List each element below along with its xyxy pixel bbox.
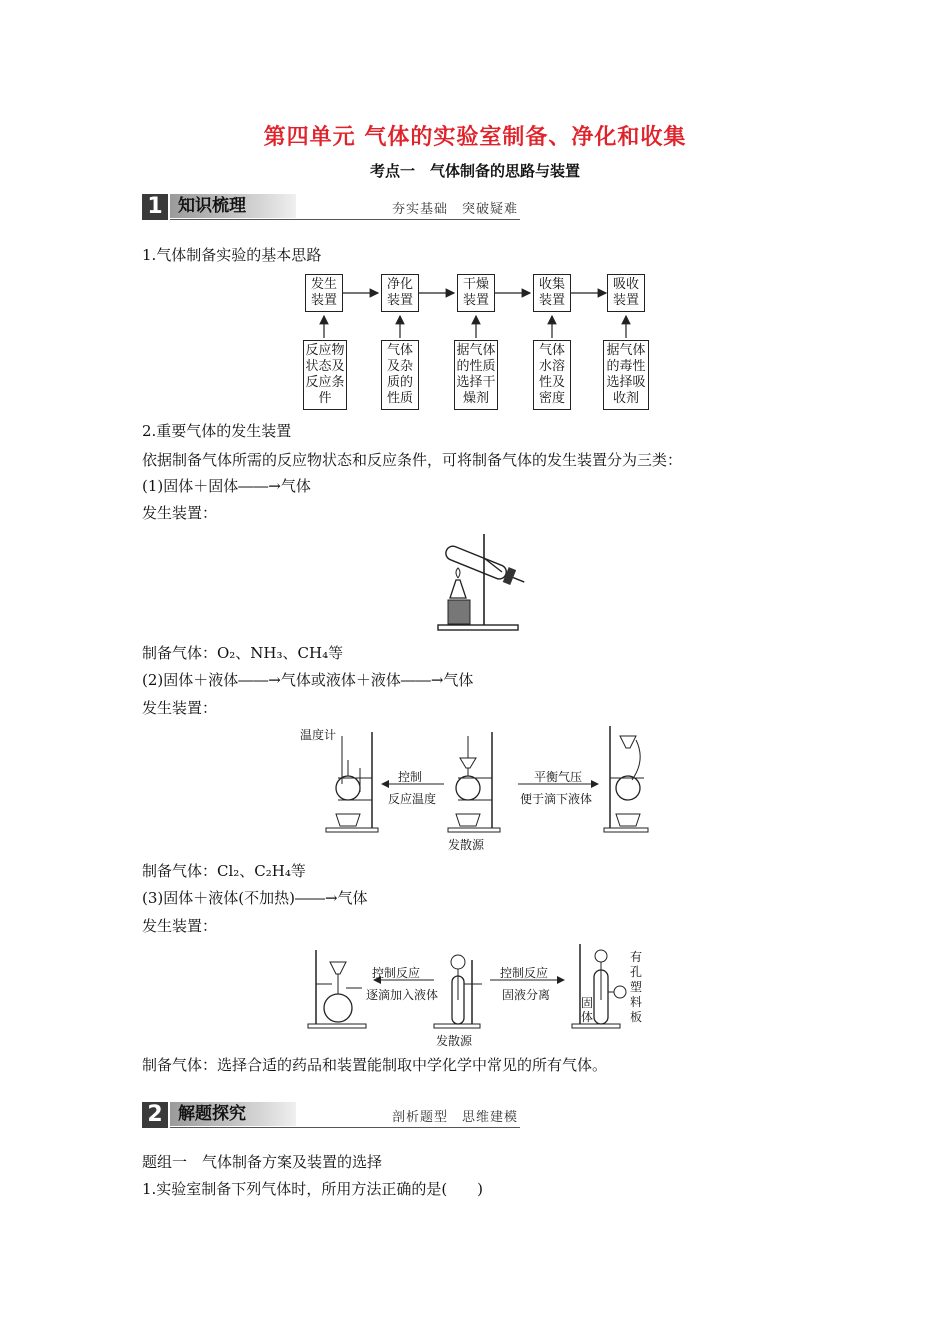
flow-box-absorption: 吸收 装置 (607, 274, 645, 312)
apparatus-drawing (302, 940, 652, 1048)
arrow2-bottom-label: 便于滴下液体 (520, 792, 593, 806)
flow-diagram (300, 272, 650, 412)
device-label-2: 发生装置： (142, 699, 218, 717)
gen-intro: 依据制备气体所需的反应物状态和反应条件，可将制备气体的发生装置分为三类： (142, 451, 683, 469)
arrow1-top-label: 控制 (398, 770, 423, 784)
section-tag: 剖析题型 思维建模 (391, 1110, 518, 1125)
question-1: 1.实验室制备下列气体时，所用方法正确的是( ) (142, 1180, 484, 1198)
apparatus-no-heating (302, 940, 652, 1048)
flow-note-absorption: 据气体 的毒性 选择吸 收剂 (603, 340, 649, 410)
flow-box-purification: 净化 装置 (381, 274, 419, 312)
section-number: 1 (142, 194, 168, 220)
thermometer-label: 温度计 (300, 728, 337, 742)
figure3-caption: 发散源 (436, 1034, 473, 1048)
arrow3-top-label: 控制反应 (372, 966, 421, 980)
solid-label: 固体 (581, 996, 594, 1024)
section-banner-knowledge (142, 194, 520, 220)
page-subtitle: 考点一 气体制备的思路与装置 (369, 162, 580, 180)
section-name: 解题探究 (170, 1102, 296, 1126)
flow-note-drying: 据气体 的性质 选择干 燥剂 (454, 340, 498, 410)
figure2-caption: 发散源 (448, 838, 485, 852)
flow-note-generation: 反应物 状态及 反应条 件 (303, 340, 347, 410)
question-group-title: 题组一 气体制备方案及装置的选择 (142, 1153, 383, 1171)
arrow4-bottom-label: 固液分离 (502, 988, 551, 1002)
apparatus-heating-liquid (298, 722, 650, 852)
arrow2-top-label: 平衡气压 (534, 770, 583, 784)
section-banner-practice (142, 1102, 520, 1128)
flow-box-collection: 收集 装置 (533, 274, 571, 312)
arrow1-bottom-label: 反应温度 (388, 792, 437, 806)
gen-heading: 2.重要气体的发生装置 (142, 422, 292, 440)
section-number: 2 (142, 1102, 168, 1128)
gases-1: 制备气体：O₂、NH₃、CH₄等 (142, 644, 344, 662)
section-tag: 夯实基础 突破疑难 (391, 202, 518, 217)
apparatus-drawing (298, 722, 650, 852)
flow-box-drying: 干燥 装置 (457, 274, 495, 312)
device-label-1: 发生装置： (142, 504, 218, 522)
type3-heading: (3)固体＋液体(不加热)――→气体 (142, 889, 368, 907)
section-name: 知识梳理 (170, 194, 296, 218)
flow-heading: 1.气体制备实验的基本思路 (142, 246, 322, 264)
type2-heading: (2)固体＋液体――→气体或液体＋液体――→气体 (142, 671, 474, 689)
gases-2: 制备气体：Cl₂、C₂H₄等 (142, 862, 306, 880)
apparatus-solid-heating (432, 528, 532, 632)
perforated-plate-label: 有孔塑料板 (630, 950, 643, 1024)
flow-box-generation: 发生 装置 (305, 274, 343, 312)
type1-heading: (1)固体＋固体――→气体 (142, 477, 311, 495)
arrow3-bottom-label: 逐滴加入液体 (366, 988, 439, 1002)
device-label-3: 发生装置： (142, 917, 218, 935)
flow-note-collection: 气体 水溶 性及 密度 (533, 340, 571, 410)
divider (170, 1127, 520, 1128)
page-title: 第四单元 气体的实验室制备、净化和收集 (263, 125, 687, 150)
arrow4-top-label: 控制反应 (500, 966, 549, 980)
gases-3: 制备气体：选择合适的药品和装置能制取中学化学中常见的所有气体。 (142, 1056, 608, 1074)
divider (170, 219, 520, 220)
flow-note-purification: 气体 及杂 质的 性质 (381, 340, 419, 410)
